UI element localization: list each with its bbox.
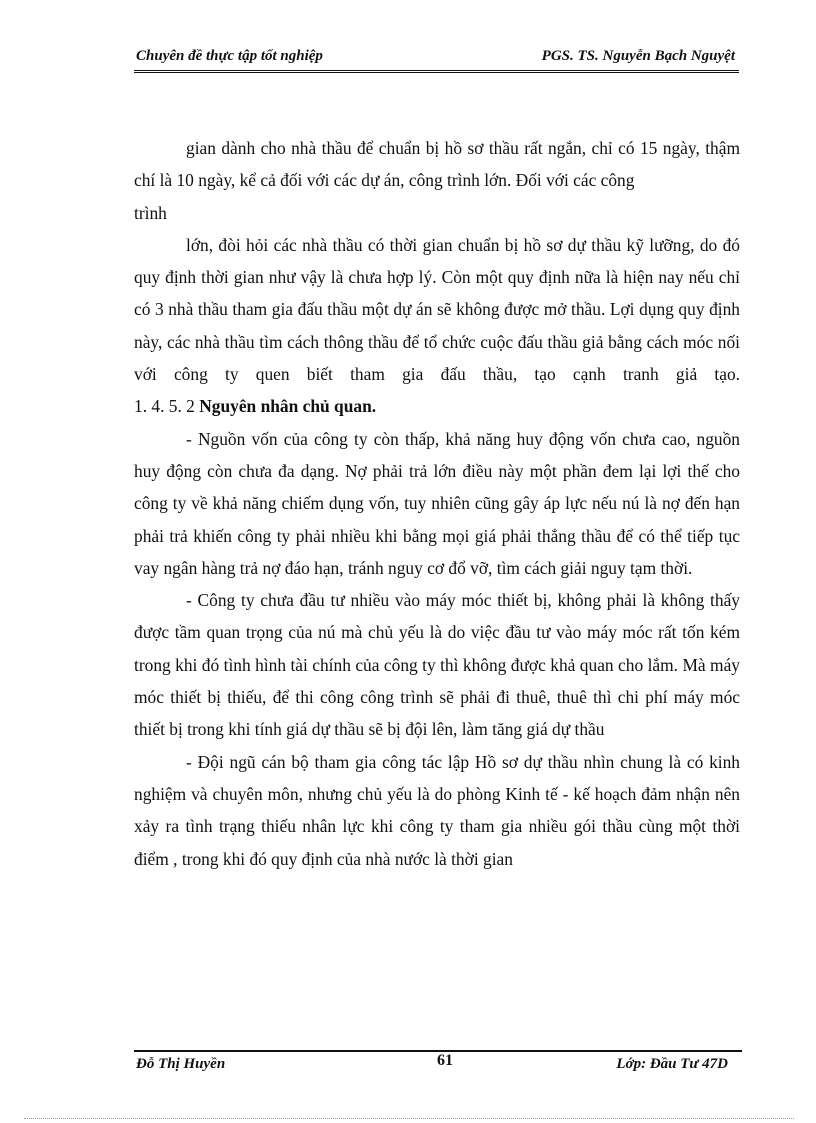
paragraph: lớn, đòi hỏi các nhà thầu có thời gian chuẩn bị hồ sơ dự thầu kỹ lưỡng, do đó quy định thời gian như vậy là chưa hợp lý. Còn một quy định nữa là hiện nay nếu chỉ có 3 nhà thầu tham gia đấu thầu một dự án sẽ không được mở thầu. Lợi dụng quy định này, các nhà thầu tìm cách thông thầu để tổ chức cuộc đấu thầu giả bằng cách móc nối với công ty quen biết tham gia đấu thầu, tạo cạnh tranh giả tạo. bbox=[134, 234, 740, 385]
footer-class: Lớp: Đầu Tư 47D bbox=[616, 1056, 728, 1072]
header-document-title: Chuyên đề thực tập tốt nghiệp bbox=[136, 48, 323, 64]
section-title: Nguyên nhân chủ quan. bbox=[199, 396, 377, 417]
footer-author: Đỗ Thị Huyền bbox=[136, 1056, 226, 1072]
page-header bbox=[134, 48, 739, 73]
header-supervisor: PGS. TS. Nguyễn Bạch Nguyệt bbox=[541, 48, 735, 64]
page-edge-divider bbox=[24, 1118, 794, 1119]
section-number: 1. 4. 5. 2 bbox=[134, 396, 200, 417]
document-body bbox=[134, 132, 740, 875]
paragraph: gian dành cho nhà thầu để chuẩn bị hồ sơ thầu rất ngắn, chỉ có 15 ngày, thậm chí là 10 ngày, kể cả đối với các dự án, công trình lớn. Đối với các công bbox=[134, 138, 740, 191]
section-heading bbox=[134, 390, 740, 422]
page-number: 61 bbox=[437, 1052, 453, 1069]
paragraph: trình bbox=[134, 202, 167, 223]
bullet-paragraph: - Nguồn vốn của công ty còn thấp, khả năng huy động vốn chưa cao, nguồn huy động còn chưa đa dạng. Nợ phải trả lớn điều này một phần đem lại lợi thế cho công ty về khả năng chiếm dụng vốn, tuy nhiên cũng gây áp lực nếu nú là nợ đến hạn phải trả khiến công ty phải nhiều khi bằng mọi giá phải thắng thầu để có thể tiếp tục vay ngân hàng trả nợ đáo hạn, tránh nguy cơ đổ vỡ, tìm cách giải nguy tạm thời. bbox=[134, 428, 740, 578]
bullet-paragraph: - Đội ngũ cán bộ tham gia công tác lập Hồ sơ dự thầu nhìn chung là có kinh nghiệm và chuyên môn, nhưng chủ yếu là do phòng Kinh tế - kế hoạch đảm nhận nên xảy ra tình trạng thiếu nhân lực khi công ty tham gia nhiều gói thầu cùng một thời điểm , trong khi đó quy định của nhà nước là thời gian bbox=[134, 751, 740, 869]
page-footer bbox=[134, 1050, 742, 1082]
bullet-paragraph: - Công ty chưa đầu tư nhiều vào máy móc thiết bị, không phải là không thấy được tầm quan trọng của nú mà chủ yếu là do việc đầu tư vào máy móc rất tốn kém trong khi đó tình hình tài chính của công ty thì không được khả quan cho lắm. Mà máy móc thiết bị thiếu, để thi công công trình sẽ phải đi thuê, thuê thì chi phí máy móc thiết bị trong khi tính giá dự thầu sẽ bị đội lên, làm tăng giá dự thầu bbox=[134, 590, 740, 740]
